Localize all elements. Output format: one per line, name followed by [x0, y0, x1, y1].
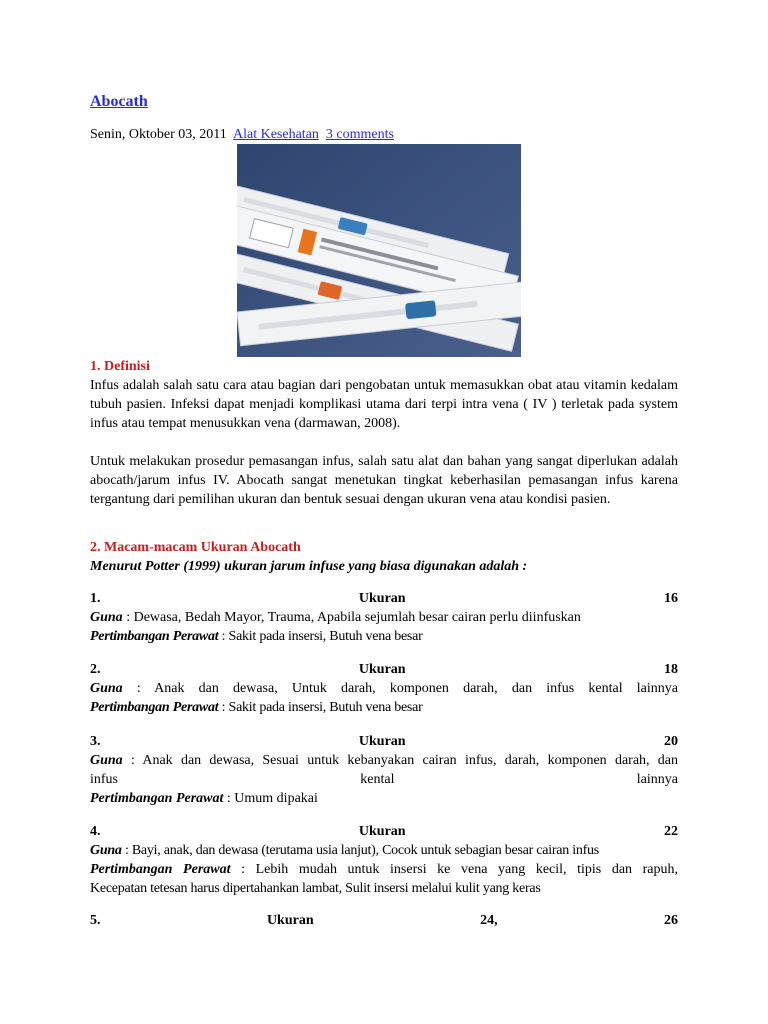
abocath-photo [237, 144, 521, 357]
list-item [90, 911, 678, 930]
pertimbangan-label: Pertimbangan Perawat [90, 629, 219, 644]
pertimbangan-label: Pertimbangan Perawat [90, 791, 224, 806]
list-item [90, 589, 678, 646]
guna-continuation-word: lainnya [636, 772, 678, 787]
pertimbangan-label: Pertimbangan Perawat [90, 862, 231, 877]
item-size: 20 [664, 734, 678, 749]
ukuran-label: Ukuran [358, 734, 406, 749]
comments-link[interactable]: 3 comments [325, 127, 394, 142]
list-item [90, 660, 678, 717]
item-number: 5. [90, 913, 101, 928]
pertimbangan-text: : Sakit pada insersi, Butuh vena besar [221, 629, 423, 644]
item-number: 2. [90, 662, 101, 677]
item-number: 1. [90, 591, 101, 606]
guna-text: : Bayi, anak, dan dewasa (terutama usia lanjut), Cocok untuk sebagian besar cairan infus [124, 843, 599, 858]
abocath-illustration [237, 144, 521, 357]
list-item [90, 732, 678, 808]
pertimbangan-label: Pertimbangan Perawat [90, 700, 219, 715]
ukuran-label: Ukuran [358, 662, 406, 677]
pertimbangan-text: : Lebih mudah untuk insersi ke vena yang kecil, tipis dan rapuh, [241, 862, 679, 877]
item-size: 18 [664, 662, 678, 677]
guna-continuation-word: infus [90, 772, 118, 787]
section-definisi [90, 357, 678, 509]
post-meta [90, 127, 394, 143]
guna-label: Guna [90, 681, 123, 696]
ukuran-label: Ukuran [358, 591, 406, 606]
ukuran-label: Ukuran [358, 824, 406, 839]
category-link[interactable]: Alat Kesehatan [232, 127, 319, 142]
guna-text: : Dewasa, Bedah Mayor, Trauma, Apabila sejumlah besar cairan perlu diinfuskan [126, 610, 581, 625]
item-size: 24, [480, 913, 498, 928]
item-number: 3. [90, 734, 101, 749]
ukuran-label: Ukuran [266, 913, 314, 928]
pertimbangan-text: : Umum dipakai [226, 791, 318, 806]
item-size: 22 [664, 824, 678, 839]
definisi-paragraph-1: Infus adalah salah satu cara atau bagian dari pengobatan untuk memasukkan obat atau vitamin kedalam tubuh pasien. Infeksi dapat menjadi komplikasi utama dari terpi intra vena ( IV ) terletak pada system infus atau tempat menusukkan vena (darmawan, 2008). [90, 378, 678, 431]
item-number: 4. [90, 824, 101, 839]
post-date: Senin, Oktober 03, 2011 [90, 127, 227, 142]
section-heading-ukuran: 2. Macam-macam Ukuran Abocath [90, 540, 301, 555]
item-size: 16 [664, 591, 678, 606]
guna-label: Guna [90, 843, 122, 858]
section-subheading: Menurut Potter (1999) ukuran jarum infuse yang biasa digunakan adalah : [90, 559, 528, 574]
pertimbangan-text: : Sakit pada insersi, Butuh vena besar [221, 700, 423, 715]
guna-text: : Anak dan dewasa, Untuk darah, komponen darah, dan infus kental lainnya [136, 681, 678, 696]
guna-label: Guna [90, 610, 123, 625]
guna-label: Guna [90, 753, 123, 768]
definisi-paragraph-2: Untuk melakukan prosedur pemasangan infus, salah satu alat dan bahan yang sangat diperlukan adalah abocath/jarum infus IV. Abocath sangat menetukan tingkat keberhasilan pemasangan infus karena tergantung dari pemilihan ukuran dan bentuk sesuai dengan ukuran vena atau kondisi pasien. [90, 454, 678, 507]
pertimbangan-continuation: Kecepatan tetesan harus dipertahankan lambat, Sulit insersi melalui kulit yang keras [90, 881, 541, 896]
list-item [90, 822, 678, 898]
item-size: 26 [664, 913, 678, 928]
section-heading-definisi: 1. Definisi [90, 359, 150, 374]
guna-text: : Anak dan dewasa, Sesuai untuk kebanyakan cairan infus, darah, komponen darah, dan [130, 753, 679, 768]
post-title-link[interactable]: Abocath [90, 93, 148, 110]
guna-continuation-word: kental [360, 772, 395, 787]
section-ukuran [90, 538, 678, 576]
